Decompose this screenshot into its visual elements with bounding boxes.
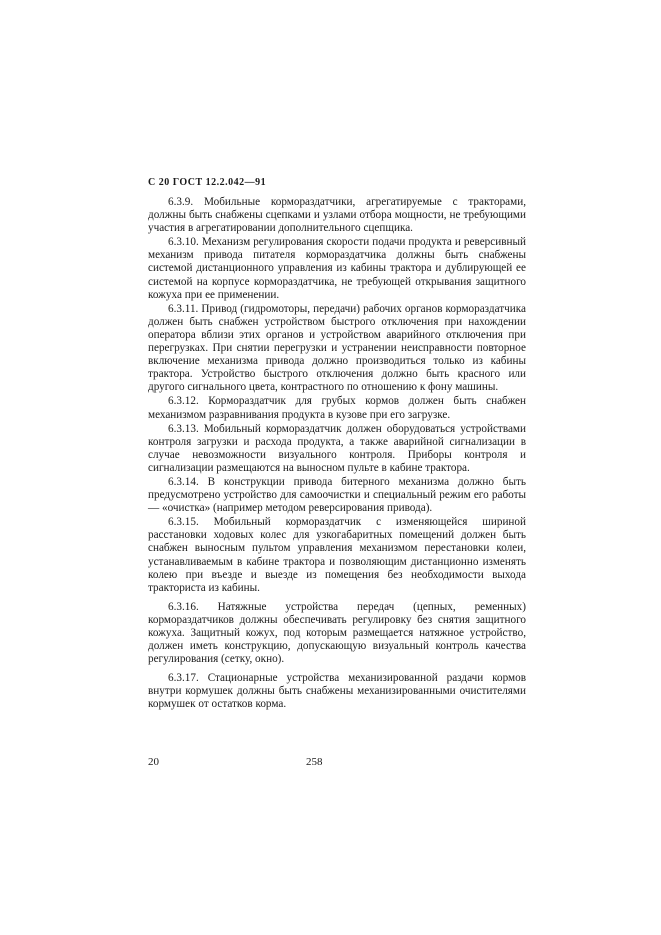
paragraph-6-3-13: 6.3.13. Мобильный кормораздатчик должен оборудоваться устройствами контроля загрузки и расхода продукта, а также аварийной сигнализации в случае невозможности визуального контроля. Приборы контроля и сигнализации размещаются на выносном пульте в кабине трактора. [148, 422, 526, 474]
paragraph-6-3-14: 6.3.14. В конструкции привода битерного механизма должно быть предусмотрено устройство для самоочистки и специальный режим его работы — «очистка» (например методом реверсирования привода). [148, 475, 526, 515]
paragraph-6-3-11: 6.3.11. Привод (гидромоторы, передачи) рабочих органов кормораздатчика должен быть снабжен устройством быстрого отключения при нахождении оператора вблизи этих органов и устройством аварийного отключения при перегрузках. При снятии перегрузки и устранении неисправности повторное включение механизма привода должно производиться только из кабины трактора. Устройство быстрого отключения должно быть красного или другого сигнального цвета, контрастного по отношению к фону машины. [148, 302, 526, 394]
document-body [148, 196, 526, 713]
paragraph-6-3-17: 6.3.17. Стационарные устройства механизированной раздачи кормов внутри кормушек должны быть снабжены механизированными очистителями кормушек от остатков корма. [148, 672, 526, 711]
paragraph-6-3-12: 6.3.12. Кормораздатчик для грубых кормов должен быть снабжен механизмом разравнивания продукта в кузове при его загрузке. [148, 395, 526, 421]
paragraph-6-3-16: 6.3.16. Натяжные устройства передач (цепных, ременных) кормораздатчиков должны обеспечивать регулировку без снятия защитного кожуха. Защитный кожух, под которым размещается натяжное устройство, должен иметь конструкцию, допускающую визуальный контроль качества регулирования (сетку, окно). [148, 600, 526, 666]
page-footer [148, 756, 526, 770]
page-number-center: 258 [306, 756, 323, 768]
paragraph-6-3-10: 6.3.10. Механизм регулирования скорости подачи продукта и реверсивный механизм привода питателя кормораздатчика должны быть снабжены системой дистанционного управления из кабины трактора и дублирующей ее системой на корпусе кормораздатчика, не требующей открывания защитного кожуха при ее применении. [148, 236, 526, 301]
page-header: С 20 ГОСТ 12.2.042—91 [148, 177, 267, 188]
page-number-left: 20 [148, 756, 159, 768]
paragraph-6-3-15: 6.3.15. Мобильный кормораздатчик с изменяющейся шириной расстановки ходовых колес для узкогабаритных помещений должен быть снабжен выносным пультом управления механизмом перестановки колеи, устанавливаемым в кабине трактора и позволяющим дистанционно изменять колею при въезде и выезде из помещения без необходимости выхода тракториста из кабины. [148, 516, 526, 594]
paragraph-6-3-9: 6.3.9. Мобильные кормораздатчики, агрегатируемые с тракторами, должны быть снабжены сцепками и узлами отбора мощности, не требующими участия в агрегатировании дополнительного сцепщика. [148, 196, 526, 235]
